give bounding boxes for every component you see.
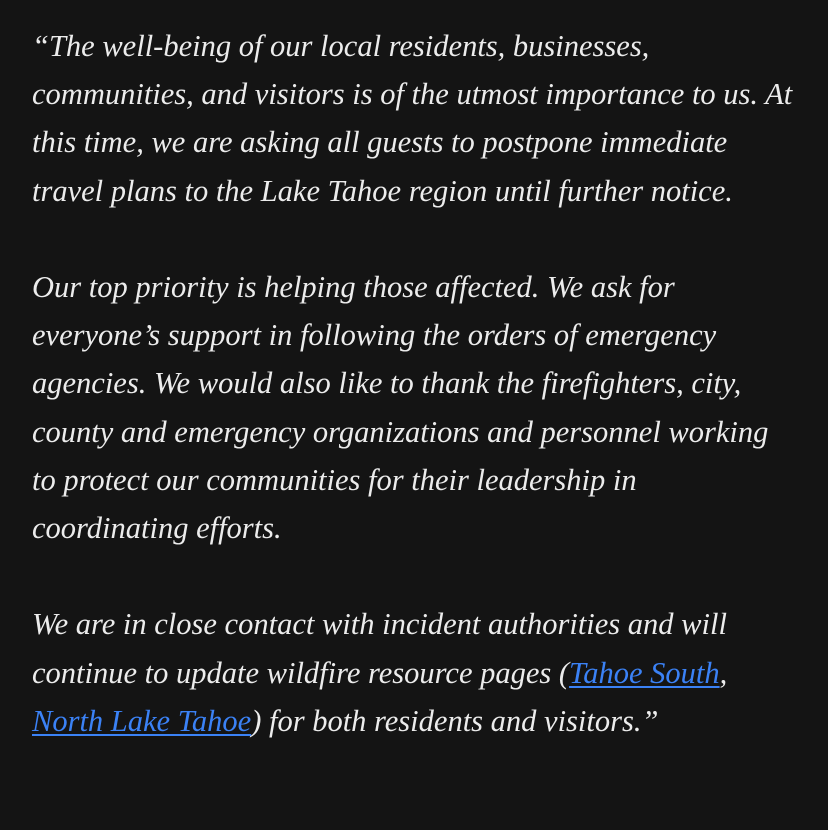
statement-paragraph-3: [32, 600, 798, 745]
statement-paragraph-1: “The well-being of our local residents, businesses, communities, and visitors is of the utmost importance to us. At this time, we are asking all guests to postpone immediate travel plans to the Lake Tahoe region until further notice.: [32, 29, 793, 208]
tahoe-south-link[interactable]: Tahoe South: [569, 655, 720, 690]
paragraph-3-closing: ) for both residents and visitors.”: [251, 703, 659, 738]
paragraph-3-intro: We are in close contact with incident authorities and will continue to update wildfire resource pages (: [32, 607, 727, 690]
link-separator: ,: [719, 655, 728, 690]
statement-paragraph-2: Our top priority is helping those affected. We ask for everyone’s support in following the orders of emergency agencies. We would also like to thank the firefighters, city, county and emergency organizations and personnel working to protect our communities for their leadership in coordinating efforts.: [32, 270, 769, 546]
north-lake-tahoe-link[interactable]: North Lake Tahoe: [32, 703, 252, 738]
